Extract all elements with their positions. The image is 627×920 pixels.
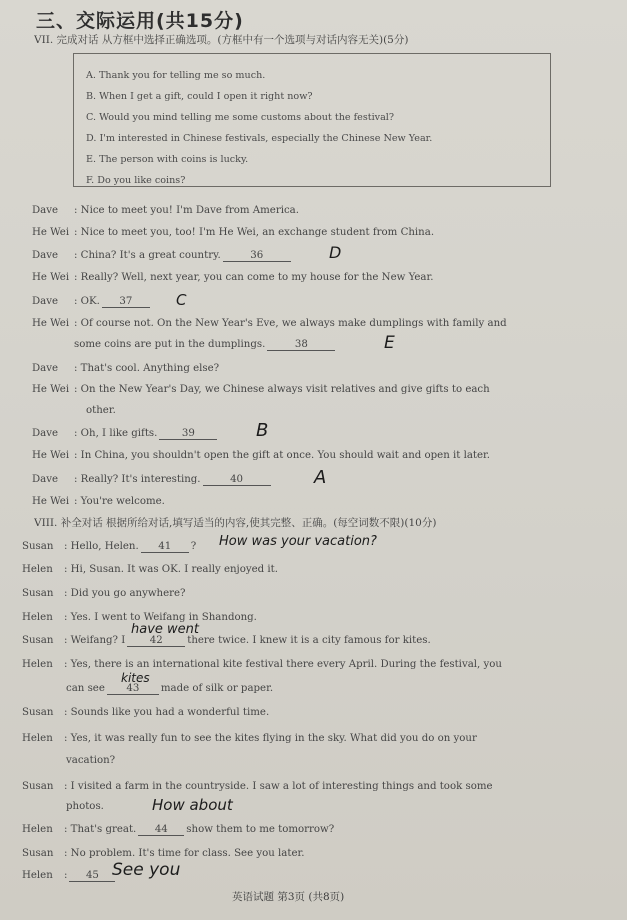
blank-39[interactable]: 39 (159, 428, 217, 440)
blank-45[interactable]: 45 (69, 870, 115, 882)
blank-36[interactable]: 36 (223, 250, 291, 262)
line-text: : Nice to meet you, too! I'm He Wei, an exchange student from China. (74, 227, 435, 238)
speaker: Helen (22, 870, 53, 881)
line-text: : No problem. It's time for class. See you later. (64, 848, 305, 859)
dialogue1-line (32, 227, 434, 238)
blank-44[interactable]: 44 (138, 824, 184, 836)
speaker: Susan (22, 588, 54, 599)
dialogue1-line (74, 339, 337, 351)
speaker: He Wei (32, 384, 70, 395)
task8-heading: VIII. 补全对话 根据所给对话,填写适当的内容,使其完整、正确。(每空词数不限)(10分) (34, 517, 437, 529)
speaker: Helen (22, 824, 53, 835)
blank-43[interactable]: 43 (107, 683, 159, 695)
dialogue1-line (32, 250, 293, 262)
dialogue2-line (22, 848, 304, 859)
handwritten-answer-38: E (384, 333, 395, 353)
speaker: Dave (32, 250, 59, 261)
line-text: : On the New Year's Day, we Chinese always visit relatives and give gifts to each (74, 384, 490, 395)
handwritten-answer-42: have went (131, 622, 199, 637)
speaker: Helen (22, 564, 53, 575)
option-d: D. I'm interested in Chinese festivals, especially the Chinese New Year. (86, 133, 433, 144)
line-text: some coins are put in the dumplings. (74, 339, 266, 350)
dialogue1-line (32, 296, 152, 308)
line-text: : In China, you shouldn't open the gift at once. You should wait and open it later. (74, 450, 491, 461)
speaker: Susan (22, 848, 54, 859)
blank-41-suffix: ? (190, 541, 197, 552)
handwritten-answer-44: How about (152, 796, 233, 814)
page-footer: 英语试题 第3页 (共8页) (232, 891, 345, 903)
dialogue1-line (32, 363, 219, 374)
dialogue1-line (32, 384, 490, 395)
line-text: : I visited a farm in the countryside. I saw a lot of interesting things and took some (64, 781, 493, 792)
section-title: 三、交际运用(共15分) (36, 10, 244, 32)
blank-44-suffix: show them to me tomorrow? (186, 824, 335, 835)
dialogue1-line (32, 205, 299, 216)
dialogue2-line (66, 683, 273, 695)
option-b: B. When I get a gift, could I open it right now? (86, 91, 313, 102)
handwritten-answer-43: kites (121, 671, 150, 685)
dialogue2-line (22, 733, 477, 744)
speaker: Susan (22, 781, 54, 792)
dialogue2-line (22, 659, 502, 670)
line-text: : Oh, I like gifts. (74, 428, 158, 439)
line-text: : Hello, Helen. (64, 541, 139, 552)
handwritten-answer-45: See you (112, 860, 181, 880)
speaker: He Wei (32, 496, 70, 507)
line-text: : Of course not. On the New Year's Eve, we always make dumplings with family and (74, 318, 507, 329)
dialogue1-line (32, 450, 490, 461)
speaker: Helen (22, 659, 53, 670)
handwritten-answer-39: B (256, 420, 269, 441)
line-text: : Hi, Susan. It was OK. I really enjoyed it. (64, 564, 278, 575)
dialogue2-line (22, 781, 493, 792)
dialogue1-line (32, 496, 165, 507)
line-text: : You're welcome. (74, 496, 165, 507)
line-text: photos. (66, 801, 104, 812)
blank-42-suffix: there twice. I knew it is a city famous for kites. (187, 635, 431, 646)
dialogue2-line (22, 870, 117, 882)
dialogue2-line (22, 541, 196, 553)
options-box (73, 53, 551, 187)
blank-40[interactable]: 40 (203, 474, 271, 486)
line-text: can see (66, 683, 105, 694)
line-text: : Yes. I went to Weifang in Shandong. (64, 612, 257, 623)
line-text: : OK. (74, 296, 100, 307)
line-text: vacation? (66, 755, 116, 766)
speaker: Helen (22, 733, 53, 744)
line-text: : Really? Well, next year, you can come to my house for the New Year. (74, 272, 434, 283)
speaker: He Wei (32, 272, 70, 283)
dialogue2-line (22, 588, 186, 599)
option-e: E. The person with coins is lucky. (86, 154, 249, 165)
dialogue1-line (32, 318, 507, 329)
speaker: Susan (22, 541, 54, 552)
dialogue2-line (22, 635, 431, 647)
line-text: : Really? It's interesting. (74, 474, 201, 485)
speaker: Dave (32, 296, 59, 307)
blank-38[interactable]: 38 (267, 339, 335, 351)
handwritten-answer-40: A (314, 467, 327, 488)
dialogue1-line (86, 405, 116, 416)
line-text: : Yes, it was really fun to see the kites flying in the sky. What did you do on your (64, 733, 477, 744)
line-text: : Did you go anywhere? (64, 588, 186, 599)
speaker: He Wei (32, 318, 70, 329)
handwritten-answer-37: C (176, 291, 187, 309)
line-text: : China? It's a great country. (74, 250, 221, 261)
option-c: C. Would you mind telling me some customs about the festival? (86, 112, 395, 123)
speaker: Dave (32, 363, 59, 374)
blank-42[interactable]: 42 (127, 635, 185, 647)
handwritten-answer-41: How was your vacation? (219, 534, 377, 549)
dialogue1-line (32, 428, 219, 440)
speaker: Helen (22, 612, 53, 623)
option-f: F. Do you like coins? (86, 175, 186, 186)
line-text: : Nice to meet you! I'm Dave from America. (74, 205, 299, 216)
speaker: Susan (22, 635, 54, 646)
dialogue2-line (22, 564, 278, 575)
blank-41[interactable]: 41 (141, 541, 189, 553)
option-a: A. Thank you for telling me so much. (86, 70, 266, 81)
dialogue2-line (22, 824, 334, 836)
speaker: Susan (22, 707, 54, 718)
dialogue2-line (22, 707, 269, 718)
line-text: : Yes, there is an international kite festival there every April. During the festival, you (64, 659, 502, 670)
line-text: : (64, 870, 68, 881)
speaker: Dave (32, 474, 59, 485)
speaker: He Wei (32, 450, 70, 461)
dialogue2-line (66, 801, 104, 812)
dialogue1-line (32, 474, 273, 486)
line-text: : Weifang? I (64, 635, 126, 646)
blank-37[interactable]: 37 (102, 296, 150, 308)
speaker: Dave (32, 205, 59, 216)
line-text: other. (86, 405, 116, 416)
dialogue2-line (66, 755, 115, 766)
blank-43-suffix: made of silk or paper. (160, 683, 274, 694)
speaker: Dave (32, 428, 59, 439)
line-text: : Sounds like you had a wonderful time. (64, 707, 270, 718)
task7-heading: VII. 完成对话 从方框中选择正确选项。(方框中有一个选项与对话内容无关)(5分) (34, 34, 409, 46)
dialogue1-line (32, 272, 434, 283)
line-text: : That's cool. Anything else? (74, 363, 220, 374)
line-text: : That's great. (64, 824, 137, 835)
handwritten-answer-36: D (329, 243, 342, 262)
speaker: He Wei (32, 227, 70, 238)
